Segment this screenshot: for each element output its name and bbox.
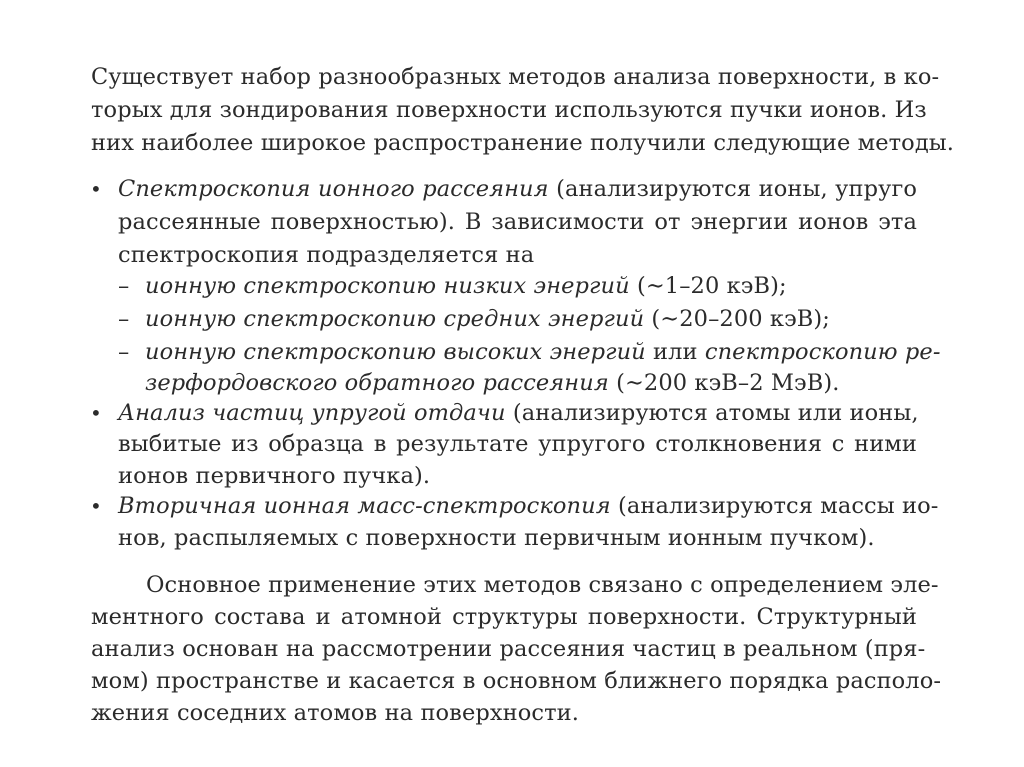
closing-line-3: анализ основан на рассмотрении рассеяния частиц в реальном (пря- — [91, 636, 926, 662]
item2-term: Анализ частиц упругой отдачи — [118, 400, 506, 426]
item3-line-2: нов, распыляемых с поверхности первичным ионным пучком). — [118, 525, 875, 551]
item3-line1-rest: (анализируются массы ио- — [610, 493, 939, 519]
bullet-marker: • — [90, 494, 102, 518]
dash-marker: – — [118, 339, 130, 365]
closing-line-4: мом) пространстве и касается в основном ближнего порядка располо- — [91, 668, 942, 694]
intro-line-3: них наиболее широкое распространение получили следующие методы. — [91, 130, 955, 156]
sub2-term: ионную спектроскопию средних энергий — [145, 306, 645, 332]
sub-item-low-energy — [145, 271, 787, 301]
sub-item-high-energy — [145, 337, 941, 367]
closing-line-2: ментного состава и атомной структуры поверхности. Структурный — [91, 604, 917, 630]
intro-line-1: Существует набор разнообразных методов анализа поверхности, в ко- — [91, 64, 940, 90]
bullet-marker: • — [90, 401, 102, 425]
sub3-line2-rest: (∼200 кэВ–2 МэВ). — [608, 370, 840, 396]
item3-term: Вторичная ионная масс-спектроскопия — [118, 493, 611, 519]
item1-line-2: рассеянные поверхностью). В зависимости от энергии ионов эта — [118, 209, 917, 235]
sub3-mid: или — [645, 339, 705, 365]
dash-marker: – — [118, 306, 130, 332]
item3-line-1 — [118, 491, 939, 521]
item2-line-3: ионов первичного пучка). — [118, 463, 431, 489]
closing-line-5: жения соседних атомов на поверхности. — [91, 700, 579, 726]
item1-term: Спектроскопия ионного рассеяния — [118, 176, 549, 202]
closing-line-1: Основное применение этих методов связано с определением эле- — [146, 572, 939, 598]
sub1-term: ионную спектроскопию низких энергий — [145, 273, 630, 299]
item2-line-1 — [118, 398, 917, 428]
sub1-rest: (∼1–20 кэВ); — [629, 273, 787, 299]
sub3-term1: ионную спектроскопию высоких энергий — [145, 339, 646, 365]
intro-line-2: торых для зондирования поверхности используются пучки ионов. Из — [91, 97, 927, 123]
item1-line-3: спектроскопия подразделяется на — [118, 242, 535, 268]
item1-line1-rest: (анализируются ионы, упруго — [548, 176, 917, 202]
sub-item-medium-energy — [145, 304, 830, 334]
dash-marker: – — [118, 273, 130, 299]
item2-line1-rest: (анализируются атомы или ионы, — [505, 400, 919, 426]
sub2-rest: (∼20–200 кэВ); — [644, 306, 830, 332]
sub3-line2-term: зерфордовского обратного рассеяния — [145, 370, 609, 396]
item1-line-1 — [118, 174, 917, 204]
bullet-marker: • — [90, 177, 102, 201]
sub3-term2: спектроскопию ре- — [704, 339, 941, 365]
item2-line-2: выбитые из образца в результате упругого столкновения с ними — [118, 431, 917, 457]
sub-item-high-energy-line-2 — [145, 368, 840, 398]
